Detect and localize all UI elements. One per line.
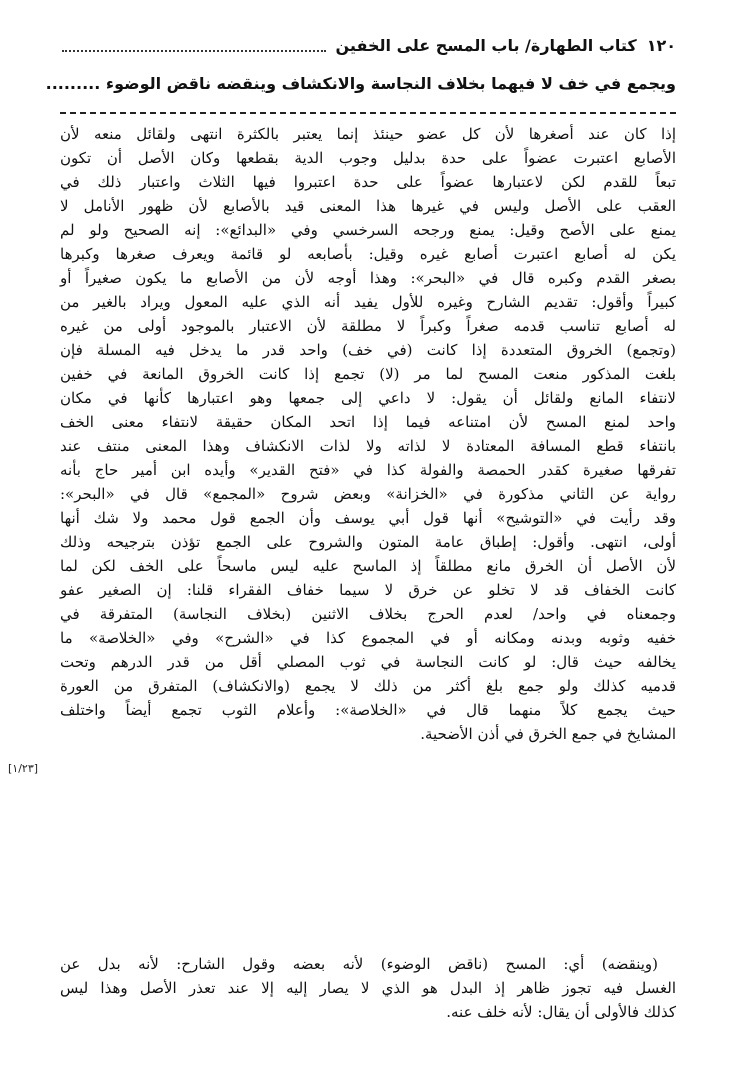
text-line: حيث يجمع كلاً منهما قال في «الخلاصة»: وأعلام الثوب تجمع أيضاً واختلف [60,701,676,719]
commentary-text [60,122,676,746]
text-line: وقد رأيت في «التوشيح» أنها قول أبي يوسف وأن الجمع قول محمد ولا شك أنها [60,509,676,527]
margin-reference: [١/٢٣] [8,762,39,775]
text-line: خفيه وثوبه وبدنه ومكانه أو في المجموع كذا في «الشرح» وفي «الخلاصة» ما [60,629,676,647]
text-line: يكن له أصابع اعتبرت أصابع غيره وقيل: بأصابعه لو قائمة ويعرف صغرها وكبرها [60,245,676,263]
text-line: لأن الأصل أن الخرق مانع مطلقاً إذ الماسح عليه ليس ماسحاً على الخف لكن لما [60,557,676,575]
text-line: له أصابع تناسب قدمه صغراً وكبراً لا مطلقة لأن الاعتبار بالموجود أولى من غيره [60,317,676,335]
text-line: تبعاً للقدم لكن لاعتبارها عضواً على حدة اعتبروا فيها الثلاث واعتبار ذلك في [60,173,676,191]
text-line: المشايخ في جمع الخرق في أذن الأضحية. [420,725,676,743]
text-line: أولى، انتهى. وأقول: إطباق عامة المتون والشروح على الجمع تؤذن بترجيحه وذلك [60,533,676,551]
text-line: الأصابع اعتبرت عضواً على حدة بدليل وجوب الدية بقطعها وكان الأصل أن تكون [60,149,676,167]
text-line: بصغر القدم وكبره قال في «البحر»: وهذا أوجه لأن من الأصابع ما يكون صغيراً أو [60,269,676,287]
matn-text: ويجمع في خف لا فيهما بخلاف النجاسة والانكشاف وينقضه ناقض الوضوء [105,74,676,93]
text-line: قدميه كذلك ولو جمع بلغ أكثر من ذلك لا يجمع (والانكشاف) المتفرق من العورة [60,677,676,695]
running-title: كتاب الطهارة/ باب المسح على الخفين [335,35,637,55]
text-line: العقب على الأصل وليس في غيرها هذا المعنى قيد بالأصابع لأن ظهور الأنامل لا [60,197,676,215]
text-line: وجمعناه في واحد/ لعدم الحرج بخلاف الاثنين (بخلاف النجاسة) المتفرقة في [60,605,676,623]
text-line: يخالفه حيث قال: لو كانت النجاسة في ثوب المصلي أقل من قدر الدرهم وتحت [60,653,676,671]
text-line: يمنع على الأصح وقيل: يمنع ورجحه السرخسي وفي «البدائع»: إنه الصحيح ولو لم [60,221,676,239]
matn-dots: ......... [45,74,101,93]
text-line: (وتجمع) الخروق المتعددة إذا كانت (في خف) واحد قدر ما يدخل فيه المسلة فإن [60,341,676,359]
text-line: بانتفاء قطع المسافة المعتادة لا لذاته ولا لذات الانكشاف وهذا المعنى منتف عند [60,437,676,455]
text-line: لانتفاء المانع ولقائل أن يقول: لا داعي إلى جمعها وهو اعتبارها كأنها في مكان [60,389,676,407]
text-line: بلغت المذكور منعت المسح لما مر (لا) تجمع إذا كانت الخروق المانعة في خفين [60,365,676,383]
dashed-separator [60,112,676,114]
matn-line [45,74,676,102]
text-line: الغسل فيه تجوز ظاهر إذ البدل هو الذي لا يصار إليه إلا عند تعذر الأصل وهذا ليس [60,979,676,997]
text-line: رواية عن الثاني مذكورة في «الخزانة» وبعض شروح «المجمع» قال في «البحر»: [60,485,676,503]
page-header [62,30,676,60]
text-line: كذلك فالأولى أن يقال: لأنه خلف عنه. [446,1003,676,1021]
commentary-paragraph-2 [60,952,676,1024]
text-line: كبيراً وأقول: تقديم الشارح وغيره للأول يفيد أنه الذي عليه المعول ويراد بالغير من [60,293,676,311]
text-line: تفرقها صغيرة كقدر الحمصة والفولة كذا في «فتح القدير» وأيده ابن أمير حاج بأنه [60,461,676,479]
text-line: واحد لمنع المسح لأن امتناعه فيما إذا اتحد المكان حقيقة لانتفاء معنى الخف [60,413,676,431]
text-line: (وينقضه) أي: المسح (ناقض الوضوء) لأنه بعضه وقول الشارح: لأنه بدل عن [60,955,658,973]
text-line: إذا كان عند أصغرها لأن كل عضو حينئذ إنما يعتبر بالكثرة انتهى ولقائل منعه لأن [60,125,676,143]
page-number: ١٢٠ [646,35,676,55]
header-dotted-leader [62,38,326,52]
text-line: كانت الخفاف قد لا تخلو عن خرق لا سيما خفاف الفقراء قلنا: إن الصغير عفو [60,581,676,599]
